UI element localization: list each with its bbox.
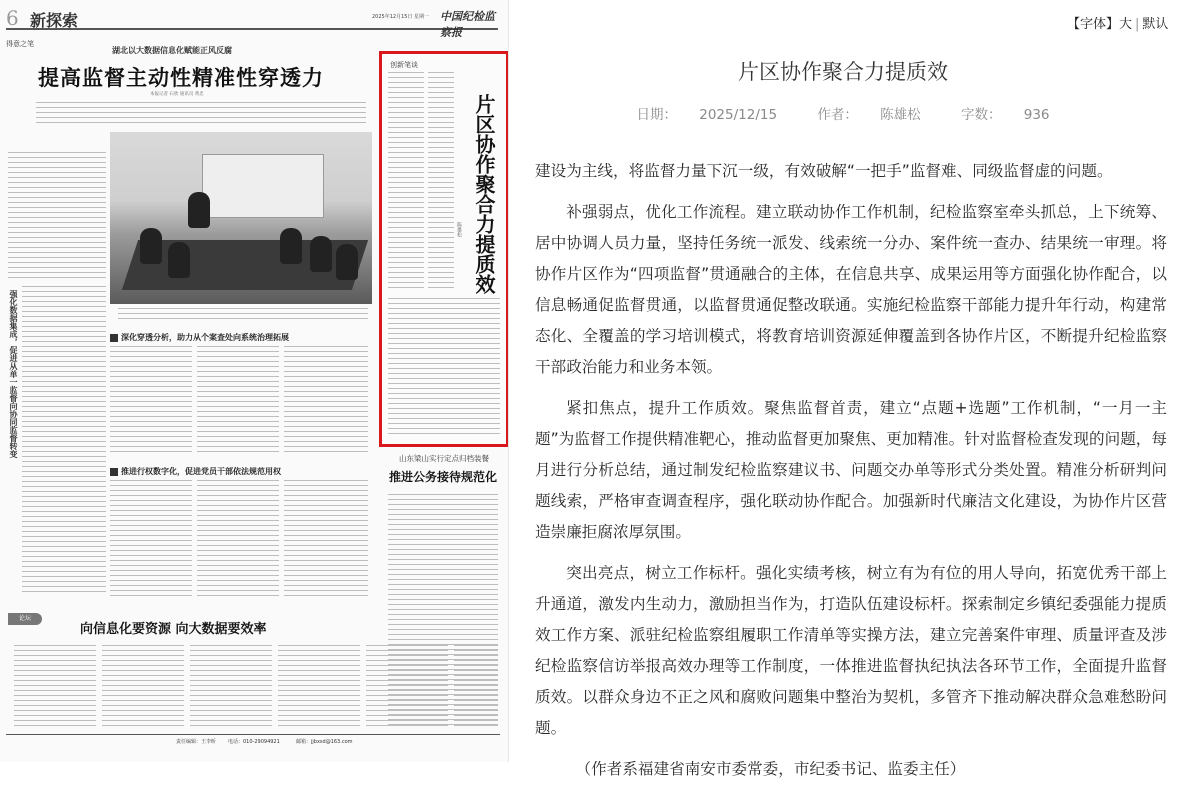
newspaper-masthead: 中国纪检监察报 [440,10,495,39]
page-number: 6 [6,6,19,30]
article-date: 日期： 2025/12/15 [636,107,778,123]
newspaper-page-image [0,0,509,762]
article-wordcount: 字数： 936 [960,107,1050,123]
article-paragraph: 建设为主线，将监督力量下沉一级，有效破解“一把手”监督难、同级监督虚的问题。 [535,162,1113,180]
newspaper-header [6,6,498,39]
box-column-label: 创新笔谈 [390,61,418,69]
font-label: 【字体】 [1067,17,1120,32]
selected-article-highlight[interactable] [379,51,509,447]
lead-summary-text [36,102,366,124]
newspaper-footer [6,734,500,749]
article-text-column [22,286,106,596]
right-headline[interactable]: 推进公务接待规范化 [389,470,498,484]
article-text-column [197,346,279,456]
article-paragraph: 紧扣焦点，提升工作质效。聚焦监督首责，建立“点题+选题”工作机制，“一月一主题”为监督工作提供精准靶心，推动监督更加聚焦、更加精准。针对监督检查发现的问题，每月进行分析总结，通过制发纪检监察建议书、问题交办单等形式分类处置。精准分析研判问题线索，严格审查调查程序，强化联动协作配合。加强新时代廉洁文化建设，为协作片区营造崇廉拒腐浓厚氛围。 [535,399,1167,541]
section-heading-3: 推进行权数字化，促进党员干部依法规范用权 [110,466,281,477]
photo-caption [118,308,368,320]
article-text-column [388,298,500,436]
article-text-column [388,72,424,292]
article-text-column [110,480,192,600]
box-article-title: 片区协作聚合力提质效 [472,94,496,294]
article-text-column [190,645,272,727]
right-subheadline: 山东梁山实行定点归档装餐 [399,454,489,463]
font-large-option[interactable]: 大 [1119,17,1133,32]
footer-phone: 电话：010-29094921 [228,739,280,745]
column-label-left: 得意之笔 [6,40,34,48]
article-text-column [284,346,368,456]
font-size-control: 【字体】大 | 默认 [1067,17,1169,32]
section-name: 新探索 [30,11,79,30]
article-author: 作者： 陈雄松 [817,107,921,123]
forum-headline[interactable]: 向信息化要资源 向大数据要效率 [80,622,267,637]
font-default-option[interactable]: 默认 [1142,17,1169,32]
article-text-column [428,72,454,292]
lead-byline: 本报记者 石欣 通讯员 黄忠 [150,92,204,97]
lead-headline[interactable]: 提高监督主动性精准性穿透力 [38,65,324,90]
newspaper-date: 2025年12月15日 星期一 [372,14,430,20]
footer-editor: 责任编辑：王李昕 [176,739,217,745]
article-paragraph: 突出亮点，树立工作标杆。强化实绩考核，树立有为有位的用人导向，拓宽优秀干部上升通道，激发内生动力，激励担当作为，打造队伍建设标杆。探索制定乡镇纪委强能力提质效工作方案、派驻纪检监察组履职工作清单等实操方法，建立完善案件审理、质量评查及涉纪检监察信访举报高效办理等工作制度，一体推进监督执纪执法各环节工作，全面提升监督质效。以群众身边不正之风和腐败问题集中整治为契机，多管齐下推动解决群众急难愁盼问题。 [535,564,1167,737]
article-signature: （作者系福建省南安市委常委，市纪委书记、监委主任） [575,760,966,778]
section-heading-2: 深化穿透分析，助力从个案查处向系统治理拓展 [110,332,289,343]
article-text-column [14,645,96,727]
forum-tag: 论坛 [8,613,42,625]
article-title: 片区协作聚合力提质效 [738,60,948,84]
article-text-column [388,494,498,726]
footer-email: 邮箱：jjbxsd@163.com [296,739,353,745]
article-text-column [278,645,360,727]
article-body [535,156,1167,795]
article-paragraph: 补强弱点，优化工作流程。建立联动协作工作机制，纪检监察室牵头抓总，上下统筹、居中协调人员力量，坚持任务统一派发、线索统一分办、案件统一查办、结果统一审理。将协作片区作为“四项监督”贯通融合的主体，在信息共享、成果运用等方面强化协作配合，以信息畅通促监督贯通，以监督贯通促整改联通。实施纪检监察干部能力提升年行动，构建常态化、全覆盖的学习培训模式，将教育培训资源延伸覆盖到各协作片区，不断提升纪检监察干部政治能力和业务本领。 [535,203,1167,376]
article-text-column [102,645,184,727]
article-text-column [110,346,192,456]
meeting-photo [110,132,372,304]
article-text-column [197,480,279,600]
article-text-column [8,152,106,280]
lead-subtitle: 湖北以大数据信息化赋能正风反腐 [112,45,232,55]
side-subheading: 强化数据集成，促进从单一监督向协同监督转变 [9,290,19,458]
box-author: 陈雄松 [456,222,462,237]
article-meta [508,103,1178,123]
article-text-column [284,480,368,600]
